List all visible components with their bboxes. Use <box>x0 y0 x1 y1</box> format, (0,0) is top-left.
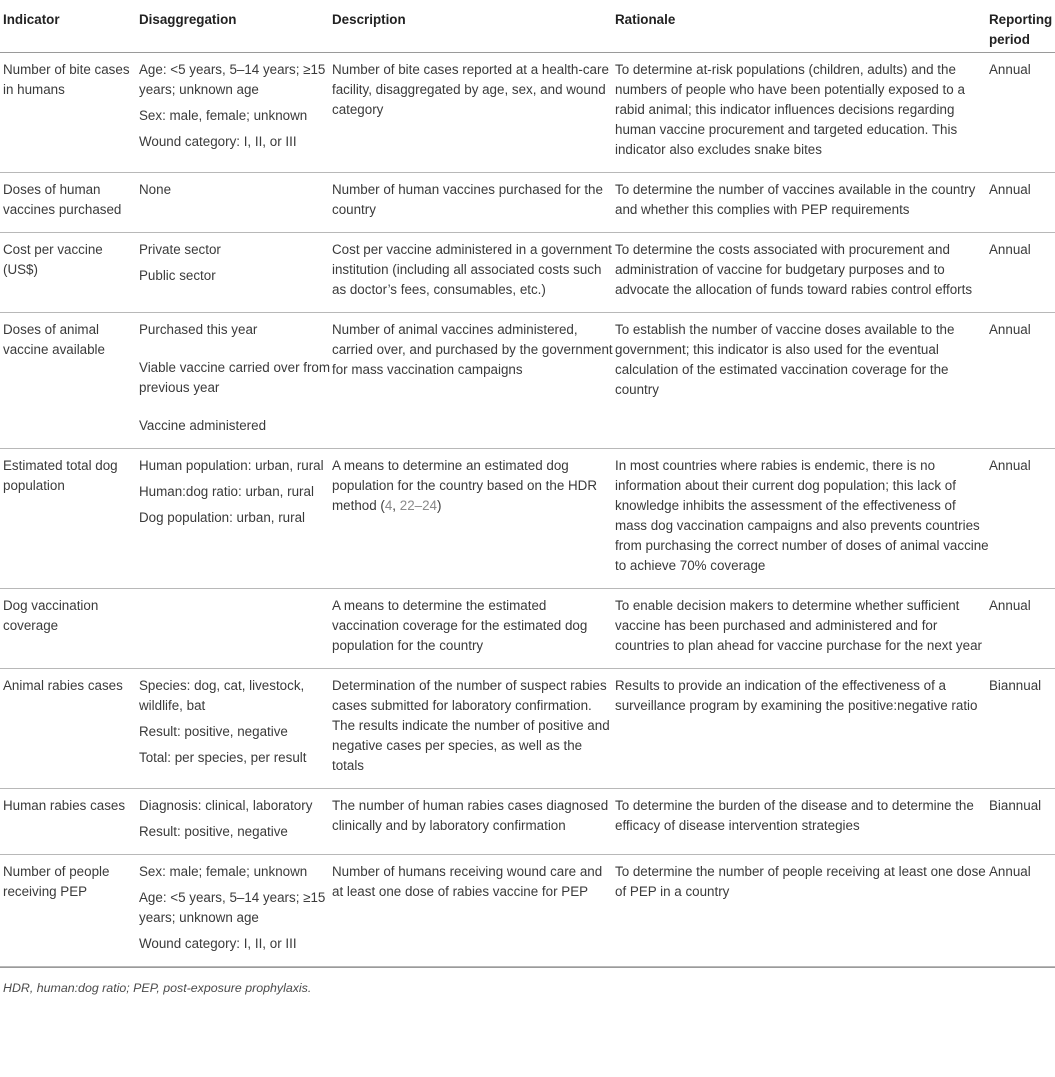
description-cell: Determination of the number of suspect rabies cases submitted for laboratory confirmation. The results indicate the number of positive and negative cases per species, as well as the totals <box>332 677 610 773</box>
period-cell: Biannual <box>989 797 1042 813</box>
indicator-cell: Human rabies cases <box>3 797 126 813</box>
disaggregation-cell <box>139 668 332 788</box>
disaggregation-item: Human population: urban, rural <box>139 457 324 473</box>
disaggregation-item: Wound category: I, II, or III <box>139 133 297 149</box>
disaggregation-item: Age: <5 years, 5–14 years; ≥15 years; unknown age <box>139 61 326 97</box>
disaggregation-cell <box>139 52 332 172</box>
disaggregation-item: Diagnosis: clinical, laboratory <box>139 797 313 813</box>
reference-link[interactable]: 22–24 <box>399 497 437 513</box>
period-cell: Annual <box>989 457 1031 473</box>
indicator-cell: Cost per vaccine (US$) <box>3 241 103 277</box>
disaggregation-cell <box>139 788 332 854</box>
rationale-cell: In most countries where rabies is endemic, there is no information about their current dog population; this lack of knowledge inhibits the assessment of the effectiveness of mass dog vaccination campaigns and also prevents countries from purchasing the correct number of doses of animal vaccine to achieve 70% coverage <box>615 457 989 573</box>
indicator-cell: Estimated total dog population <box>3 457 118 493</box>
disaggregation-item: Sex: male; female; unknown <box>139 863 308 879</box>
table-row <box>0 172 1055 232</box>
table-row <box>0 52 1055 172</box>
table-row <box>0 588 1055 668</box>
disaggregation-item: Total: per species, per result <box>139 749 307 765</box>
table-row <box>0 854 1055 966</box>
disaggregation-item: Private sector <box>139 241 221 257</box>
description-cell: Number of human vaccines purchased for the country <box>332 181 603 217</box>
header-description: Description <box>332 12 406 27</box>
disaggregation-item: Result: positive, negative <box>139 723 288 739</box>
period-cell: Annual <box>989 61 1031 77</box>
period-cell: Annual <box>989 597 1031 613</box>
disaggregation-item: None <box>139 181 172 197</box>
description-cell: Number of humans receiving wound care and at least one dose of rabies vaccine for PEP <box>332 863 603 899</box>
rationale-cell: To determine at-risk populations (children, adults) and the numbers of people who have been potentially exposed to a rabid animal; this indicator influences decisions regarding human vaccine procurement and targeted education. This indicator also excludes snake bites <box>615 61 965 157</box>
disaggregation-item: Result: positive, negative <box>139 823 288 839</box>
period-cell: Annual <box>989 863 1031 879</box>
disaggregation-cell <box>139 448 332 588</box>
header-indicator: Indicator <box>3 12 60 27</box>
header-rationale: Rationale <box>615 12 676 27</box>
rationale-cell: To determine the burden of the disease and to determine the efficacy of disease intervention strategies <box>615 797 974 833</box>
indicator-cell: Animal rabies cases <box>3 677 123 693</box>
rationale-cell: To enable decision makers to determine whether sufficient vaccine has been purchased and administered and for countries to plan ahead for vaccine purchase for the next year <box>615 597 982 653</box>
disaggregation-item: Wound category: I, II, or III <box>139 935 297 951</box>
table-header-row <box>0 0 1055 52</box>
rationale-cell: To determine the number of vaccines available in the country and whether this complies with PEP requirements <box>615 181 976 217</box>
header-reporting-period: Reporting period <box>989 12 1053 47</box>
period-cell: Annual <box>989 181 1031 197</box>
description-cell: The number of human rabies cases diagnosed clinically and by laboratory confirmation <box>332 797 609 833</box>
description-cell <box>332 448 615 588</box>
period-cell: Annual <box>989 241 1031 257</box>
indicator-cell: Number of people receiving PEP <box>3 863 110 899</box>
table-footnote: HDR, human:dog ratio; PEP, post-exposure prophylaxis. <box>0 967 1055 998</box>
disaggregation-item: Purchased this year <box>139 321 258 337</box>
disaggregation-item: Human:dog ratio: urban, rural <box>139 483 314 499</box>
period-cell: Biannual <box>989 677 1042 693</box>
description-text: A means to determine an estimated dog population for the country based on the HDR method (4, 22–24) <box>332 457 598 513</box>
table-row <box>0 668 1055 788</box>
indicator-cell: Dog vaccination coverage <box>3 597 99 633</box>
disaggregation-cell <box>139 854 332 966</box>
reference-link[interactable]: 4 <box>384 497 393 513</box>
description-cell: Number of animal vaccines administered, carried over, and purchased by the government for mass vaccination campaigns <box>332 321 613 377</box>
disaggregation-item: Vaccine administered <box>139 417 267 433</box>
disaggregation-cell <box>139 232 332 312</box>
description-cell: Cost per vaccine administered in a government institution (including all associated costs such as doctor’s fees, consumables, etc.) <box>332 241 612 297</box>
table-row <box>0 788 1055 854</box>
rationale-cell: To determine the costs associated with procurement and administration of vaccine for budgetary purposes and to advocate the allocation of funds toward rabies control efforts <box>615 241 973 297</box>
period-cell: Annual <box>989 321 1031 337</box>
disaggregation-item: Species: dog, cat, livestock, wildlife, bat <box>139 677 305 713</box>
disaggregation-item: Viable vaccine carried over from previous year <box>139 359 331 395</box>
header-disaggregation: Disaggregation <box>139 12 237 27</box>
disaggregation-item: Sex: male, female; unknown <box>139 107 308 123</box>
table-row <box>0 448 1055 588</box>
disaggregation-cell <box>139 172 332 232</box>
disaggregation-cell <box>139 588 332 668</box>
disaggregation-item: Dog population: urban, rural <box>139 509 306 525</box>
indicator-cell: Doses of human vaccines purchased <box>3 181 122 217</box>
indicator-cell: Doses of animal vaccine available <box>3 321 105 357</box>
rationale-cell: Results to provide an indication of the effectiveness of a surveillance program by examining the positive:negative ratio <box>615 677 978 713</box>
table-row <box>0 232 1055 312</box>
rationale-cell: To establish the number of vaccine doses available to the government; this indicator is also used for the eventual calculation of the estimated vaccination coverage for the country <box>615 321 955 397</box>
description-cell: A means to determine the estimated vaccination coverage for the estimated dog population for the country <box>332 597 588 653</box>
disaggregation-item: Public sector <box>139 267 216 283</box>
indicator-cell: Number of bite cases in humans <box>3 61 130 97</box>
table-row <box>0 312 1055 448</box>
rationale-cell: To determine the number of people receiving at least one dose of PEP in a country <box>615 863 986 899</box>
description-cell: Number of bite cases reported at a health-care facility, disaggregated by age, sex, and wound category <box>332 61 609 117</box>
disaggregation-cell <box>139 312 332 448</box>
disaggregation-item: Age: <5 years, 5–14 years; ≥15 years; unknown age <box>139 889 326 925</box>
